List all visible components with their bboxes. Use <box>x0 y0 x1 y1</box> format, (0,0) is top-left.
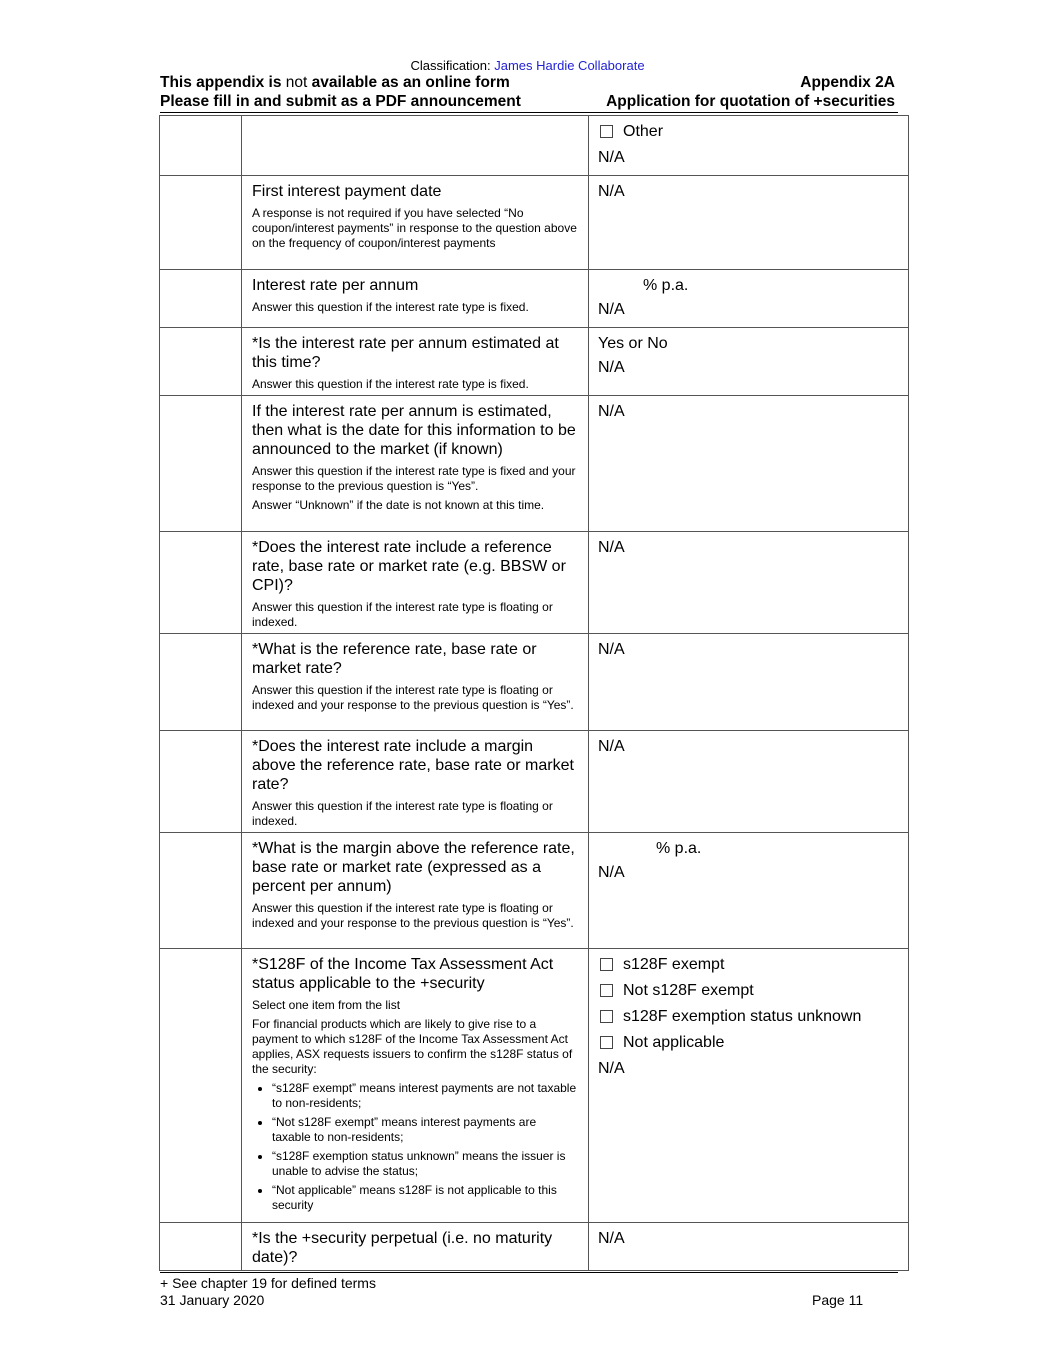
answer-cell <box>589 396 909 532</box>
answer-cell <box>589 634 909 731</box>
classification <box>0 58 1055 73</box>
table-row <box>160 949 909 1223</box>
footer-defined-terms: + See chapter 19 for defined terms <box>160 1275 376 1291</box>
yes-or-no-label: Yes or No <box>598 335 668 352</box>
question-text: *What is the reference rate, base rate or market rate? <box>252 641 537 677</box>
table-row <box>160 270 909 328</box>
question-text: *S128F of the Income Tax Assessment Act status applicable to the +security <box>252 956 554 992</box>
header-text: available as an online form <box>307 74 510 91</box>
question-note: Answer this question if the interest rate type is fixed. <box>252 300 529 314</box>
question-cell <box>242 116 589 176</box>
answer-value[interactable]: N/A <box>598 183 625 200</box>
question-cell <box>242 949 589 1223</box>
answer-value[interactable]: N/A <box>598 1060 625 1077</box>
answer-value[interactable]: N/A <box>598 149 625 166</box>
question-text: *Does the interest rate include a reference rate, base rate or market rate (e.g. BBSW or CPI)? <box>252 539 566 594</box>
row-number-cell <box>160 532 242 634</box>
table-row <box>160 1223 909 1271</box>
question-note: Answer this question if the interest rate type is fixed. <box>252 377 529 391</box>
header-text: This appendix is <box>160 74 286 91</box>
answer-cell <box>589 731 909 833</box>
answer-value[interactable]: N/A <box>598 738 625 755</box>
option-s128f-exempt[interactable] <box>598 955 899 974</box>
definition-item: • “Not s128F exempt” means interest payments are taxable to non-residents; <box>272 1115 578 1145</box>
option-not-s128f-exempt[interactable] <box>598 981 899 1000</box>
question-note: Select one item from the list <box>252 998 401 1012</box>
option-not-applicable[interactable] <box>598 1033 899 1052</box>
row-number-cell <box>160 833 242 949</box>
definition-item: • “s128F exempt” means interest payments are not taxable to non-residents; <box>272 1081 578 1111</box>
footer-divider <box>160 1272 898 1273</box>
classification-label: Classification: <box>410 58 495 73</box>
question-cell <box>242 176 589 270</box>
classification-value: James Hardie Collaborate <box>494 58 645 73</box>
question-cell <box>242 328 589 396</box>
question-note: Answer this question if the interest rate type is fixed and your response to the previous question is “Yes”. <box>252 464 576 493</box>
question-text: First interest payment date <box>252 183 442 200</box>
checkbox-icon[interactable] <box>600 125 613 138</box>
option-label: Other <box>623 123 664 140</box>
row-number-cell <box>160 176 242 270</box>
table-row <box>160 634 909 731</box>
answer-value[interactable]: N/A <box>598 359 625 376</box>
question-note: For financial products which are likely to give rise to a payment to which s128F of the Income Tax Assessment Act applies, ASX requests issuers to confirm the s128F status of the security: <box>252 1017 573 1076</box>
definition-item: • “s128F exemption status unknown” means the issuer is unable to advise the status; <box>272 1149 578 1179</box>
question-text: Interest rate per annum <box>252 277 419 294</box>
appendix-title: Appendix 2A <box>800 74 895 91</box>
option-status-unknown[interactable] <box>598 1007 899 1026</box>
row-number-cell <box>160 949 242 1223</box>
question-note: Answer “Unknown” if the date is not known at this time. <box>252 498 545 512</box>
question-text: *Is the +security perpetual (i.e. no maturity date)? <box>252 1230 553 1266</box>
checkbox-icon[interactable] <box>600 958 613 971</box>
answer-cell <box>589 949 909 1223</box>
row-number-cell <box>160 328 242 396</box>
answer-cell <box>589 833 909 949</box>
answer-cell <box>589 176 909 270</box>
answer-value[interactable]: N/A <box>598 301 625 318</box>
answer-value[interactable]: N/A <box>598 864 625 881</box>
definition-item: • “Not applicable” means s128F is not applicable to this security <box>272 1183 578 1213</box>
question-note: Answer this question if the interest rate type is floating or indexed. <box>252 799 553 828</box>
percent-pa-label: % p.a. <box>643 277 689 294</box>
header-availability <box>160 74 510 92</box>
option-other[interactable] <box>598 122 899 141</box>
answer-cell <box>589 328 909 396</box>
answer-cell <box>589 1223 909 1271</box>
question-note: Answer this question if the interest rate type is floating or indexed and your response to the previous question is “Yes”. <box>252 901 574 930</box>
question-cell <box>242 1223 589 1271</box>
row-number-cell <box>160 1223 242 1271</box>
table-row <box>160 396 909 532</box>
form-table <box>159 115 909 1271</box>
header-instruction: Please fill in and submit as a PDF announcement <box>160 93 521 110</box>
row-number-cell <box>160 116 242 176</box>
header-not: not <box>285 74 308 91</box>
footer-date: 31 January 2020 <box>160 1292 265 1308</box>
option-label: Not s128F exempt <box>623 982 754 999</box>
answer-value[interactable]: N/A <box>598 403 625 420</box>
question-cell <box>242 270 589 328</box>
question-cell <box>242 532 589 634</box>
table-row <box>160 328 909 396</box>
row-number-cell <box>160 731 242 833</box>
row-number-cell <box>160 634 242 731</box>
answer-cell <box>589 116 909 176</box>
appendix-subtitle: Application for quotation of +securities <box>606 93 895 110</box>
table-row <box>160 731 909 833</box>
table-row <box>160 532 909 634</box>
question-cell <box>242 634 589 731</box>
option-label: Not applicable <box>623 1034 725 1051</box>
question-note: A response is not required if you have selected “No coupon/interest payments” in response to the question above on the frequency of coupon/interest payments <box>252 206 577 250</box>
question-text: *Is the interest rate per annum estimated at this time? <box>252 335 559 371</box>
question-cell <box>242 396 589 532</box>
question-note: Answer this question if the interest rate type is floating or indexed. <box>252 600 553 629</box>
table-row <box>160 176 909 270</box>
percent-pa-label: % p.a. <box>656 840 702 857</box>
checkbox-icon[interactable] <box>600 1010 613 1023</box>
checkbox-icon[interactable] <box>600 1036 613 1049</box>
answer-cell <box>589 532 909 634</box>
option-label: s128F exemption status unknown <box>623 1008 862 1025</box>
page-number: Page 11 <box>812 1292 864 1308</box>
row-number-cell <box>160 270 242 328</box>
answer-cell <box>589 270 909 328</box>
checkbox-icon[interactable] <box>600 984 613 997</box>
definition-list <box>252 1081 578 1213</box>
question-cell <box>242 731 589 833</box>
header-divider <box>160 112 898 113</box>
answer-value[interactable]: N/A <box>598 539 625 556</box>
answer-value[interactable]: N/A <box>598 1230 625 1247</box>
question-cell <box>242 833 589 949</box>
question-text: *Does the interest rate include a margin above the reference rate, base rate or market rate? <box>252 738 574 793</box>
question-note: Answer this question if the interest rate type is floating or indexed and your response to the previous question is “Yes”. <box>252 683 574 712</box>
table-row <box>160 116 909 176</box>
table-row <box>160 833 909 949</box>
question-text: *What is the margin above the reference rate, base rate or market rate (expressed as a percent per annum) <box>252 840 575 895</box>
row-number-cell <box>160 396 242 532</box>
option-label: s128F exempt <box>623 956 725 973</box>
question-text: If the interest rate per annum is estimated, then what is the date for this information to be announced to the market (if known) <box>252 403 576 458</box>
answer-value[interactable]: N/A <box>598 641 625 658</box>
